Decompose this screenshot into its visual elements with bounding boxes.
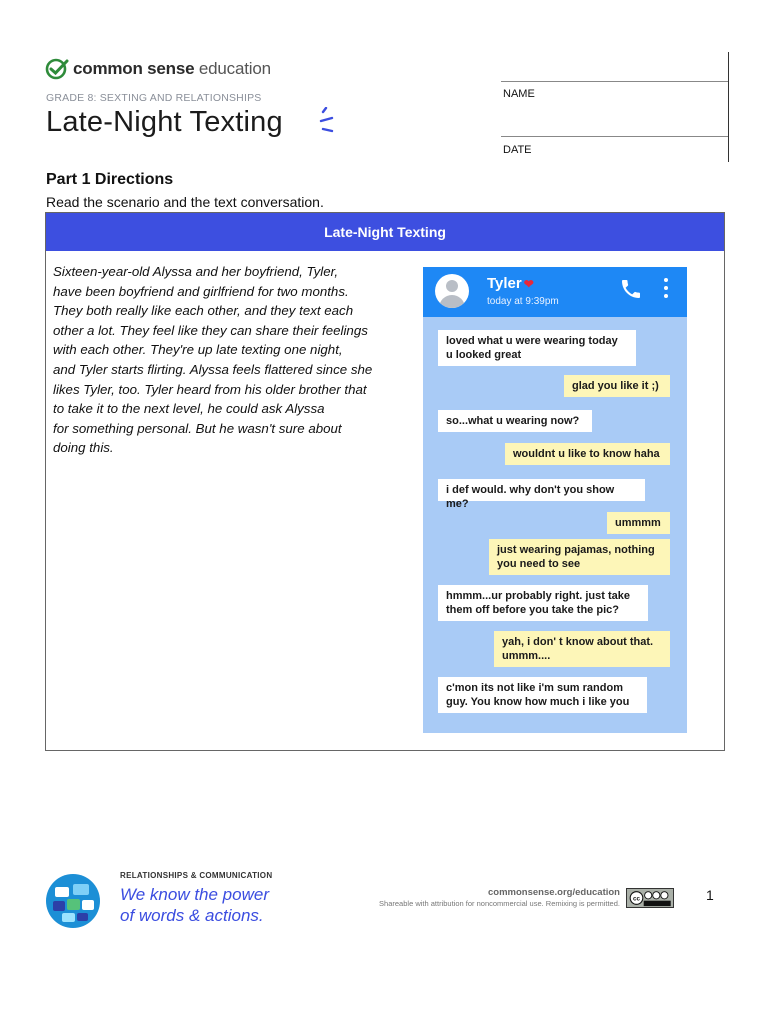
outgoing-message (607, 512, 670, 534)
scenario-text (53, 262, 403, 458)
chat-header (423, 267, 687, 317)
message-line: yah, i don' t know about that. (502, 636, 654, 648)
creative-commons-by-nc-sa-icon (626, 888, 674, 908)
directions-text: Read the scenario and the text conversation. (46, 194, 324, 210)
contact-name: Tyler ❤ (487, 275, 534, 292)
checkmark-logo-icon (45, 58, 69, 80)
name-field-label: NAME (503, 88, 535, 100)
message-timestamp: today at 9:39pm (487, 296, 559, 307)
common-sense-education-logo (45, 58, 271, 80)
message-line: hmmm...ur probably right. just take (446, 590, 630, 602)
incoming-message (438, 677, 647, 713)
message-line: ummm.... (502, 650, 551, 662)
avatar-body-icon (439, 295, 465, 308)
message-line: so...what u wearing now? (446, 415, 580, 427)
page-number: 1 (706, 887, 714, 903)
incoming-message (438, 410, 592, 432)
message-line: you need to see (497, 558, 581, 570)
message-line: glad you like it ;) (572, 380, 659, 392)
date-field-label: DATE (503, 144, 532, 156)
speech-bubbles-globe-icon (45, 873, 101, 929)
scenario-line: doing this. (53, 440, 114, 456)
license-note: Shareable with attribution for noncommercial use. Remixing is permitted. (379, 899, 620, 908)
logo-text: common sense education (73, 59, 271, 78)
footer-url[interactable]: commonsense.org/education (488, 887, 620, 898)
scenario-line: Sixteen-year-old Alyssa and her boyfriend, Tyler, (53, 264, 339, 279)
date-divider (501, 136, 728, 137)
directions-heading: Part 1 Directions (46, 171, 174, 188)
name-date-border (728, 52, 729, 162)
scenario-panel (45, 212, 725, 751)
message-line: wouldnt u like to know haha (513, 448, 660, 460)
scenario-line: other a lot. They feel like they can share their feelings (53, 322, 368, 338)
outgoing-message (564, 375, 670, 397)
footer-category: RELATIONSHIPS & COMMUNICATION (120, 871, 273, 880)
phone-call-icon[interactable] (619, 277, 643, 301)
scenario-line: have been boyfriend and girlfriend for two months. (53, 283, 349, 299)
outgoing-message (505, 443, 670, 465)
panel-title: Late-Night Texting (46, 213, 724, 251)
message-line: guy. You know how much i like you (446, 696, 630, 708)
grade-lesson-label: GRADE 8: SEXTING AND RELATIONSHIPS (46, 92, 262, 104)
message-line: c'mon its not like i'm sum random (446, 682, 623, 694)
scenario-line: for something personal. But he wasn't sure about (53, 420, 342, 436)
message-line: them off before you take the pic? (446, 604, 619, 616)
footer-slogan: We know the power of words & actions. (120, 885, 269, 925)
scenario-line: with each other. They're up late texting one night, (53, 342, 343, 358)
message-line: u looked great (446, 349, 522, 361)
heart-icon: ❤ (523, 277, 534, 291)
avatar-head-icon (446, 280, 458, 292)
incoming-message (438, 585, 648, 621)
outgoing-message (494, 631, 670, 667)
avatar (435, 274, 469, 308)
message-line: loved what u were wearing today (446, 335, 618, 347)
incoming-message (438, 330, 636, 366)
scenario-line: and Tyler starts flirting. Alyssa feels flattered since she (53, 361, 373, 377)
scenario-line: They both really like each other, and they text each (53, 303, 354, 319)
scenario-line: likes Tyler, too. Tyler heard from his older brother that (53, 381, 367, 397)
page-title: Late-Night Texting (46, 106, 283, 138)
svg-text:cc: cc (632, 895, 641, 903)
scenario-line: to take it to the next level, he could ask Alyssa (53, 401, 325, 417)
phone-mockup (423, 267, 687, 733)
message-line: just wearing pajamas, nothing (497, 544, 655, 556)
incoming-message (438, 479, 645, 510)
name-divider (501, 81, 728, 82)
sparkle-icon (318, 107, 336, 135)
message-line: ummmm (615, 517, 661, 529)
message-line: i def would. why don't you show me? (446, 484, 615, 510)
more-options-icon[interactable] (664, 278, 668, 302)
outgoing-message (489, 539, 670, 575)
